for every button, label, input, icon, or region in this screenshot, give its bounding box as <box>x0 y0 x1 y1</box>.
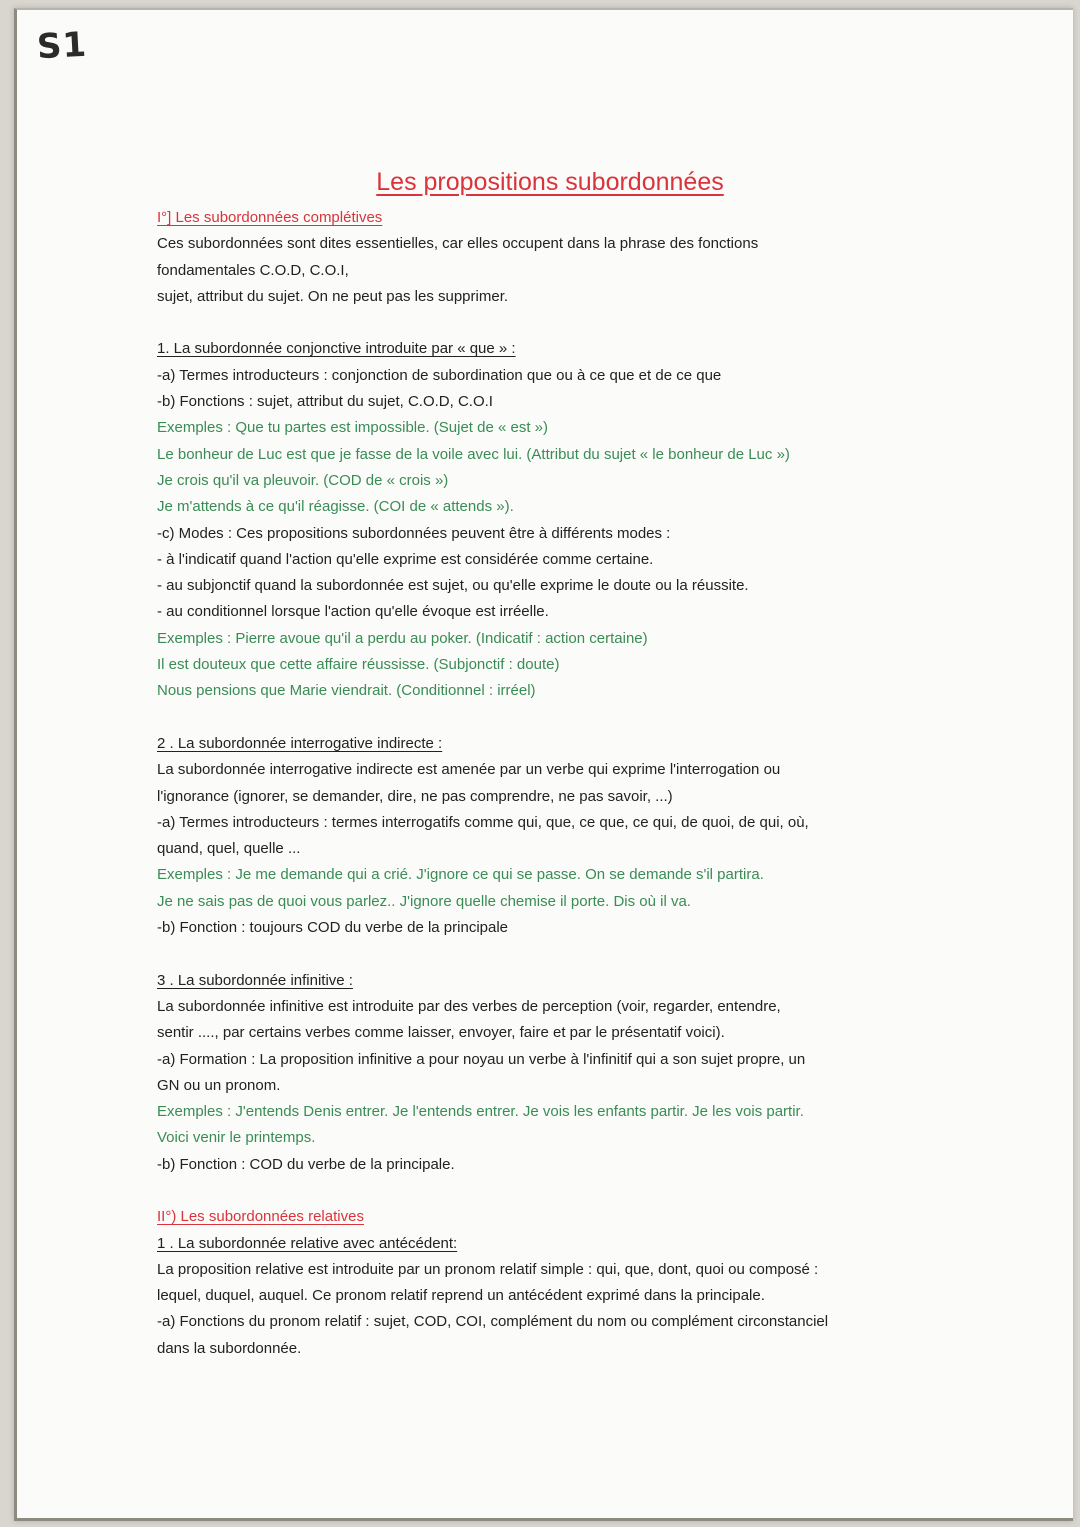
text-line <box>157 994 937 1020</box>
text-line <box>157 1204 937 1230</box>
text-line <box>157 573 937 599</box>
example-line: Je crois qu'il va pleuvoir. (COD de « crois ») <box>157 471 449 489</box>
body-line: -a) Termes introducteurs : termes interrogatifs comme qui, que, ce que, ce qui, de quoi, de qui, où, <box>157 813 809 831</box>
text-line <box>157 599 937 625</box>
text-line <box>157 494 937 520</box>
body-line: La subordonnée interrogative indirecte est amenée par un verbe qui exprime l'interrogation ou <box>157 761 781 779</box>
text-line <box>157 1152 937 1178</box>
body-line: -a) Formation : La proposition infinitive a pour noyau un verbe à l'infinitif qui a son sujet propre, un <box>157 1050 806 1068</box>
body-line: - au subjonctif quand la subordonnée est sujet, ou qu'elle exprime le doute ou la réussite. <box>157 577 749 595</box>
text-line <box>157 757 937 783</box>
example-line: Nous pensions que Marie viendrait. (Conditionnel : irréel) <box>157 682 536 700</box>
text-line <box>157 784 937 810</box>
text-line <box>157 731 937 757</box>
body-line: dans la subordonnée. <box>157 1339 302 1357</box>
document-title: Les propositions subordonnées <box>376 168 724 196</box>
example-line: Exemples : Je me demande qui a crié. J'ignore ce qui se passe. On se demande s'il partira. <box>157 866 764 884</box>
body-line: fondamentales C.O.D, C.O.I, <box>157 261 349 279</box>
text-line <box>157 1336 937 1362</box>
body-line: l'ignorance (ignorer, se demander, dire, ne pas comprendre, ne pas savoir, ...) <box>157 787 673 805</box>
text-line <box>157 968 937 994</box>
text-line <box>157 284 937 310</box>
text-line <box>157 1231 937 1257</box>
text-line <box>157 547 937 573</box>
text-line <box>157 836 937 862</box>
body-line: -c) Modes : Ces propositions subordonnées peuvent être à différents modes : <box>157 524 671 542</box>
body-line: quand, quel, quelle ... <box>157 840 301 858</box>
paragraph-gap <box>157 941 937 967</box>
subsection-heading: 3 . La subordonnée infinitive : <box>157 971 353 989</box>
body-line: sujet, attribut du sujet. On ne peut pas les supprimer. <box>157 287 509 305</box>
text-line <box>157 205 937 231</box>
text-line <box>157 1125 937 1151</box>
text-line <box>157 468 937 494</box>
body-line: Ces subordonnées sont dites essentielles, car elles occupent dans la phrase des fonctions <box>157 235 759 253</box>
text-line <box>157 442 937 468</box>
body-line: lequel, duquel, auquel. Ce pronom relatif reprend un antécédent exprimé dans la principale. <box>157 1287 765 1305</box>
body-line: sentir ...., par certains verbes comme laisser, envoyer, faire et par le présentatif voici). <box>157 1024 725 1042</box>
example-line: Il est douteux que cette affaire réussisse. (Subjonctif : doute) <box>157 656 560 674</box>
example-line: Le bonheur de Luc est que je fasse de la voile avec lui. (Attribut du sujet « le bonheur de Luc ») <box>157 445 790 463</box>
text-line <box>157 336 937 362</box>
example-line: Je ne sais pas de quoi vous parlez.. J'ignore quelle chemise il porte. Dis où il va. <box>157 892 691 910</box>
text-line <box>157 810 937 836</box>
body-line: -b) Fonction : toujours COD du verbe de la principale <box>157 919 509 937</box>
text-line <box>157 258 937 284</box>
document-page <box>14 8 1073 1521</box>
page-number-label: S1 <box>35 24 89 68</box>
text-line <box>157 1047 937 1073</box>
body-line: La subordonnée infinitive est introduite par des verbes de perception (voir, regarder, entendre, <box>157 997 781 1015</box>
text-line <box>157 1073 937 1099</box>
section-heading: I°] Les subordonnées complétives <box>157 209 383 226</box>
text-line <box>157 652 937 678</box>
text-line <box>157 678 937 704</box>
body-line: -a) Fonctions du pronom relatif : sujet, COD, COI, complément du nom ou complément circonstanciel <box>157 1313 829 1331</box>
text-line <box>157 231 937 257</box>
text-line <box>157 862 937 888</box>
subsection-heading: 2 . La subordonnée interrogative indirecte : <box>157 734 443 752</box>
document-body <box>157 205 937 1362</box>
text-line <box>157 1309 937 1335</box>
example-line: Je m'attends à ce qu'il réagisse. (COI de « attends »). <box>157 498 514 516</box>
subsection-heading: 1 . La subordonnée relative avec antécédent: <box>157 1234 458 1252</box>
body-line: -b) Fonction : COD du verbe de la principale. <box>157 1155 455 1173</box>
text-line <box>157 1099 937 1125</box>
text-line <box>157 626 937 652</box>
paragraph-gap <box>157 1178 937 1204</box>
text-line <box>157 915 937 941</box>
section-heading: II°) Les subordonnées relatives <box>157 1208 364 1226</box>
body-line: -b) Fonctions : sujet, attribut du sujet, C.O.D, C.O.I <box>157 393 493 411</box>
example-line: Exemples : Que tu partes est impossible. (Sujet de « est ») <box>157 419 549 437</box>
body-line: - au conditionnel lorsque l'action qu'elle évoque est irréelle. <box>157 603 549 621</box>
text-line <box>157 889 937 915</box>
text-line <box>157 521 937 547</box>
example-line: Exemples : J'entends Denis entrer. Je l'entends entrer. Je vois les enfants partir. Je les vois partir. <box>157 1103 804 1121</box>
text-line <box>157 1283 937 1309</box>
text-line <box>157 1020 937 1046</box>
text-line <box>157 363 937 389</box>
body-line: GN ou un pronom. <box>157 1076 281 1094</box>
body-line: -a) Termes introducteurs : conjonction de subordination que ou à ce que et de ce que <box>157 366 722 384</box>
body-line: La proposition relative est introduite par un pronom relatif simple : qui, que, dont, quoi ou composé : <box>157 1260 819 1278</box>
body-line: - à l'indicatif quand l'action qu'elle exprime est considérée comme certaine. <box>157 550 654 568</box>
example-line: Voici venir le printemps. <box>157 1129 316 1147</box>
example-line: Exemples : Pierre avoue qu'il a perdu au poker. (Indicatif : action certaine) <box>157 629 648 647</box>
paragraph-gap <box>157 705 937 731</box>
text-line <box>157 415 937 441</box>
text-line <box>157 1257 937 1283</box>
text-line <box>157 389 937 415</box>
subsection-heading: 1. La subordonnée conjonctive introduite par « que » : <box>157 340 516 358</box>
paragraph-gap <box>157 310 937 336</box>
